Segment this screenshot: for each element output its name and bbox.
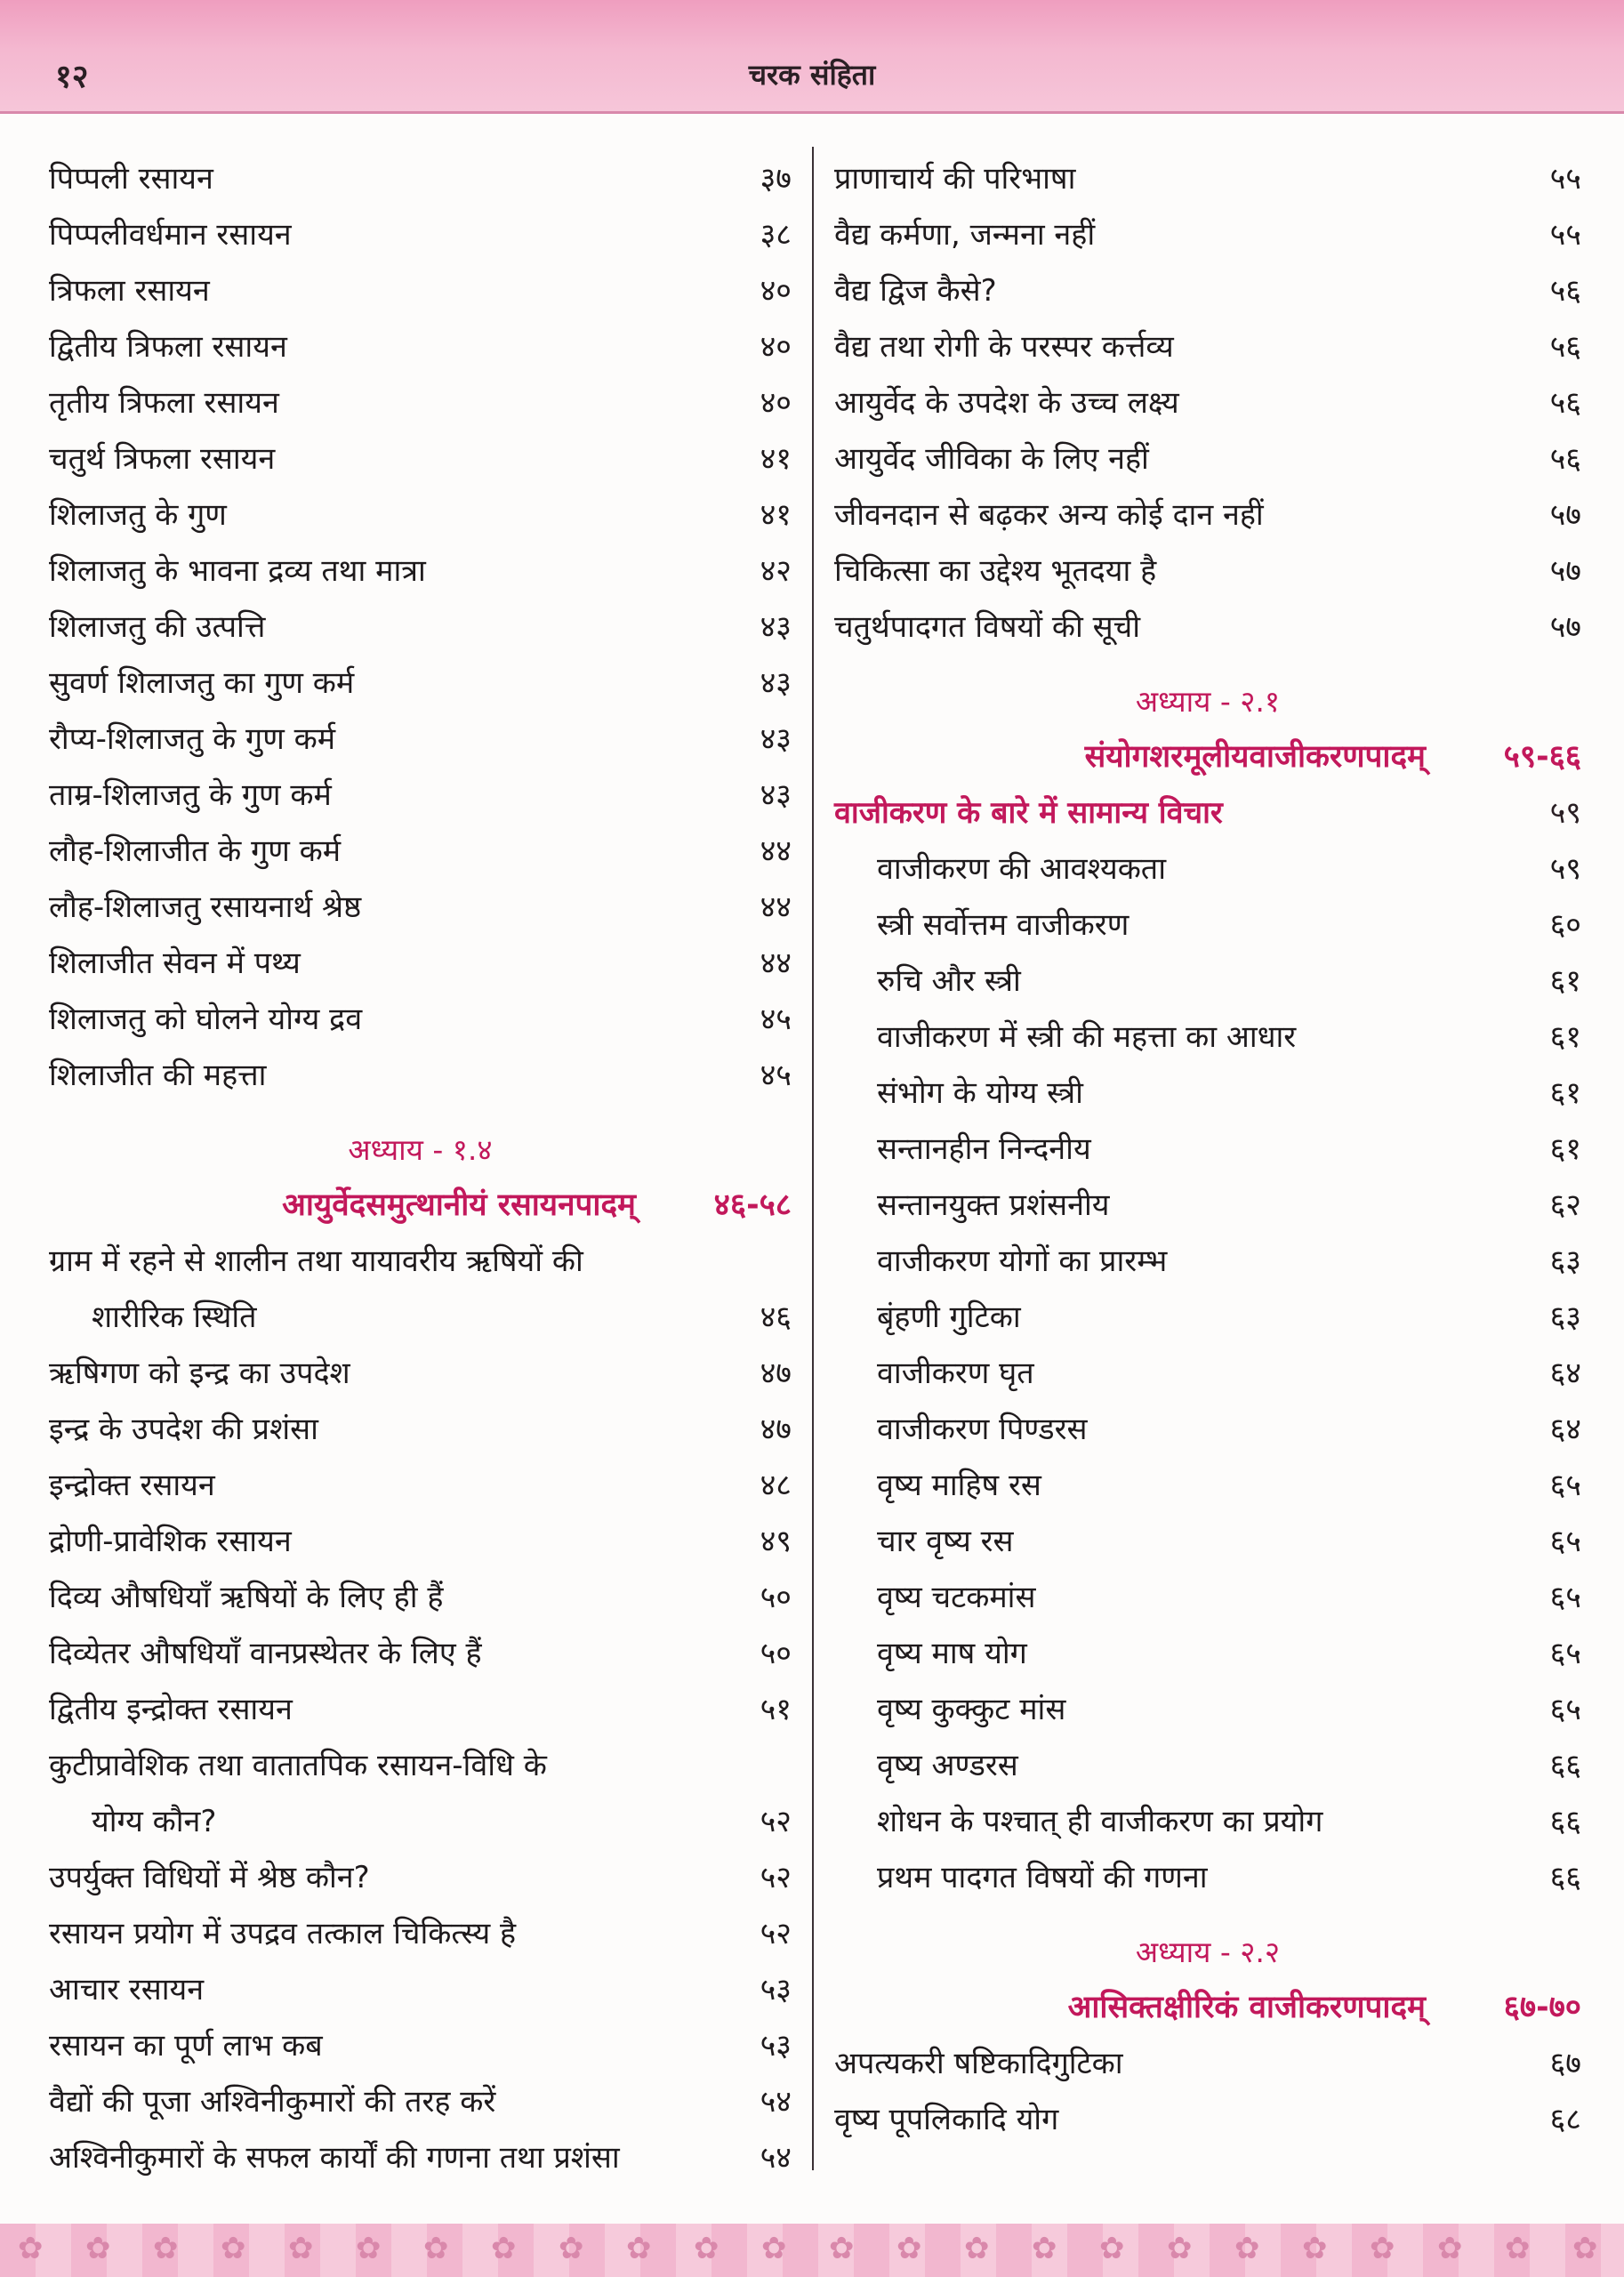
toc-entry[interactable]: [49, 2074, 792, 2130]
toc-entry-title-line1: कुटीप्रावेशिक तथा वातातपिक रसायन-विधि के: [49, 1748, 547, 1783]
column-divider: [812, 147, 814, 2170]
chapter-page-range: ५९-६६: [1503, 739, 1581, 775]
toc-entry-title-line2: योग्य कौन?: [92, 1804, 217, 1839]
toc-entry-title: शिलाजतु की उत्पत्ति: [49, 609, 266, 645]
toc-entry-page: ४४: [760, 833, 792, 869]
toc-entry-title: शिलाजतु के भावना द्रव्य तथा मात्रा: [49, 553, 426, 589]
toc-entry[interactable]: [834, 897, 1581, 953]
toc-entry[interactable]: [49, 431, 792, 487]
toc-entry[interactable]: [49, 824, 792, 880]
toc-entry-page: ४२: [760, 553, 792, 589]
flower-pattern-icon: ✿: [1437, 2231, 1463, 2266]
chapter-label: अध्याय - २.२: [1135, 1935, 1281, 1969]
toc-entry-page: ५२: [760, 1860, 792, 1895]
toc-entry-title: वृष्य अण्डरस: [877, 1748, 1018, 1783]
chapter-label: अध्याय - २.१: [1135, 684, 1281, 719]
toc-entry-page: ४१: [760, 497, 792, 533]
toc-list-right-sub: [834, 841, 1581, 1906]
toc-entry[interactable]: [49, 1048, 792, 1104]
toc-entry-title: वृष्य माष योग: [877, 1636, 1027, 1671]
toc-entry[interactable]: [834, 1010, 1581, 1066]
toc-entry[interactable]: [834, 207, 1581, 263]
toc-entry-title: शोधन के पश्चात् ही वाजीकरण का प्रयोग: [877, 1804, 1323, 1839]
toc-entry[interactable]: [834, 2092, 1581, 2148]
toc-entry-page: ५३: [760, 2028, 792, 2064]
book-title: चरक संहिता: [748, 58, 876, 92]
toc-entry-page: ४७: [760, 1356, 792, 1391]
toc-entry-page: ६४: [1549, 1412, 1581, 1447]
toc-entry[interactable]: [49, 487, 792, 543]
toc-entry-title: वाजीकरण में स्त्री की महत्ता का आधार: [877, 1019, 1297, 1055]
toc-entry-page: ४०: [760, 273, 792, 309]
toc-entry-page: ५९: [1549, 851, 1581, 887]
toc-entry-page: ६८: [1549, 2102, 1581, 2137]
toc-entry-page: ५७: [1549, 553, 1581, 589]
toc-entry[interactable]: [834, 1290, 1581, 1346]
toc-entry-title: चतुर्थपादगत विषयों की सूची: [834, 609, 1140, 645]
flower-pattern-icon: ✿: [1370, 2231, 1395, 2266]
toc-entry-title: इन्द्र के उपदेश की प्रशंसा: [49, 1412, 318, 1447]
toc-entry-page: ४३: [760, 777, 792, 813]
toc-entry-page: ४१: [760, 441, 792, 477]
flower-pattern-icon: ✿: [85, 2231, 111, 2266]
toc-entry[interactable]: [49, 1738, 792, 1850]
toc-entry-title: द्वितीय इन्द्रोक्त रसायन: [49, 1692, 293, 1727]
toc-entry-page: ४४: [760, 889, 792, 925]
toc-entry-title: आयुर्वेद के उपदेश के उच्च लक्ष्य: [834, 385, 1179, 421]
toc-entry-title: वृष्य पूपलिकादि योग: [834, 2102, 1059, 2137]
toc-entry-title: प्रथम पादगत विषयों की गणना: [877, 1860, 1208, 1895]
toc-list-left-mid: [49, 1346, 792, 1738]
toc-entry-page: ४३: [760, 665, 792, 701]
toc-entry-title: शिलाजतु के गुण: [49, 497, 227, 533]
toc-entry[interactable]: [834, 1850, 1581, 1906]
toc-entry[interactable]: [834, 1738, 1581, 1794]
toc-entry-page: ६४: [1549, 1356, 1581, 1391]
toc-entry-title: दिव्येतर औषधियाँ वानप्रस्थेतर के लिए हैं: [49, 1636, 482, 1671]
toc-entry-page: ५६: [1549, 329, 1581, 365]
toc-entry-page: ६५: [1549, 1692, 1581, 1727]
toc-entry-title: लौह-शिलाजतु रसायनार्थ श्रेष्ठ: [49, 889, 362, 925]
toc-entry-title: उपर्युक्त विधियों में श्रेष्ठ कौन?: [49, 1860, 370, 1895]
chapter-title-text: संयोगशरमूलीयवाजीकरणपादम्: [1084, 739, 1426, 775]
toc-entry[interactable]: [834, 2036, 1581, 2092]
toc-entry-title: वृष्य माहिष रस: [877, 1468, 1041, 1503]
toc-entry[interactable]: [834, 1122, 1581, 1178]
toc-entry-page: ४०: [760, 329, 792, 365]
toc-entry[interactable]: [834, 1794, 1581, 1850]
toc-entry-page: ४५: [760, 1058, 792, 1093]
toc-entry-page: ५६: [1549, 385, 1581, 421]
toc-entry[interactable]: [49, 2130, 792, 2186]
toc-entry[interactable]: [834, 1570, 1581, 1626]
toc-list-left-bottom: [49, 1850, 792, 2186]
toc-entry-title: वैद्य तथा रोगी के परस्पर कर्त्तव्य: [834, 329, 1174, 365]
toc-entry[interactable]: [834, 1346, 1581, 1402]
toc-entry[interactable]: [49, 1570, 792, 1626]
chapter-label: अध्याय - १.४: [348, 1132, 493, 1167]
toc-entry[interactable]: [49, 263, 792, 319]
toc-entry-title-line2: शारीरिक स्थिति: [92, 1299, 257, 1335]
toc-entry-title: पिप्पली रसायन: [49, 161, 213, 197]
toc-entry-page: ५१: [760, 1692, 792, 1727]
toc-entry[interactable]: [49, 1402, 792, 1458]
toc-entry[interactable]: [834, 1234, 1581, 1290]
toc-entry[interactable]: [49, 151, 792, 207]
toc-section-heading[interactable]: [834, 785, 1581, 841]
toc-entry[interactable]: [49, 1850, 792, 1906]
toc-entry-page: ३८: [760, 217, 792, 253]
toc-entry-title: इन्द्रोक्त रसायन: [49, 1468, 215, 1503]
toc-entry-page: ४७: [760, 1412, 792, 1447]
toc-entry-page: ५२: [760, 1804, 792, 1839]
toc-entry-page: ६६: [1549, 1860, 1581, 1895]
toc-entry-title: द्वितीय त्रिफला रसायन: [49, 329, 287, 365]
toc-entry[interactable]: [834, 1682, 1581, 1738]
flower-pattern-icon: ✿: [964, 2231, 990, 2266]
toc-entry-page: ५५: [1549, 161, 1581, 197]
flower-pattern-icon: ✿: [356, 2231, 382, 2266]
flower-pattern-icon: ✿: [1234, 2231, 1260, 2266]
toc-entry-title: रसायन का पूर्ण लाभ कब: [49, 2028, 323, 2064]
chapter-title[interactable]: [834, 1980, 1581, 2036]
flower-pattern-icon: ✿: [829, 2231, 855, 2266]
flower-pattern-icon: ✿: [288, 2231, 314, 2266]
toc-entry-title: शिलाजीत की महत्ता: [49, 1058, 267, 1093]
toc-entry-page: ६१: [1549, 1131, 1581, 1167]
chapter-title[interactable]: [834, 729, 1581, 785]
chapter-page-range: ४६-५८: [713, 1187, 792, 1223]
toc-entry-title: चिकित्सा का उद्देश्य भूतदया है: [834, 553, 1157, 589]
toc-entry[interactable]: [49, 768, 792, 824]
section-heading-page: ५९: [1549, 795, 1581, 831]
toc-entry[interactable]: [49, 207, 792, 263]
toc-entry[interactable]: [49, 2018, 792, 2074]
toc-entry[interactable]: [49, 1962, 792, 2018]
toc-entry[interactable]: [49, 543, 792, 599]
toc-entry[interactable]: [834, 1178, 1581, 1234]
toc-entry-page: ६३: [1549, 1243, 1581, 1279]
toc-entry[interactable]: [49, 880, 792, 936]
toc-entry-page: ५६: [1549, 441, 1581, 477]
flower-pattern-icon: ✿: [1505, 2231, 1531, 2266]
flower-pattern-icon: ✿: [423, 2231, 449, 2266]
toc-right-column: [834, 151, 1581, 2148]
flower-pattern-icon: ✿: [1032, 2231, 1057, 2266]
toc-entry-title: आयुर्वेद जीविका के लिए नहीं: [834, 441, 1149, 477]
toc-entry[interactable]: [834, 1402, 1581, 1458]
toc-entry[interactable]: [834, 953, 1581, 1010]
toc-entry-page: ४९: [760, 1524, 792, 1559]
toc-entry-page: ६३: [1549, 1299, 1581, 1335]
toc-entry-title: ऋषिगण को इन्द्र का उपदेश: [49, 1356, 350, 1391]
toc-entry-title: द्रोणी-प्रावेशिक रसायन: [49, 1524, 292, 1559]
toc-entry-title: पिप्पलीवर्धमान रसायन: [49, 217, 292, 253]
toc-entry[interactable]: [49, 656, 792, 712]
toc-entry-title: प्राणाचार्य की परिभाषा: [834, 161, 1076, 197]
toc-entry-title: वृष्य कुक्कुट मांस: [877, 1692, 1066, 1727]
toc-entry-page: ५४: [760, 2084, 792, 2120]
toc-entry-page: ६५: [1549, 1580, 1581, 1615]
toc-entry[interactable]: [834, 431, 1581, 487]
flower-pattern-icon: ✿: [491, 2231, 517, 2266]
toc-entry-page: ६६: [1549, 1748, 1581, 1783]
toc-entry-title: तृतीय त्रिफला रसायन: [49, 385, 279, 421]
toc-entry[interactable]: [834, 319, 1581, 375]
flower-pattern-icon: ✿: [626, 2231, 652, 2266]
chapter-title-text: आयुर्वेदसमुत्थानीयं रसायनपादम्: [282, 1187, 636, 1223]
toc-entry[interactable]: [49, 375, 792, 431]
toc-left-column: [49, 151, 792, 2186]
toc-entry-title: शिलाजतु को घोलने योग्य द्रव: [49, 1002, 363, 1037]
toc-entry[interactable]: [49, 1906, 792, 1962]
toc-entry-page: ५७: [1549, 609, 1581, 645]
flower-pattern-icon: ✿: [559, 2231, 584, 2266]
flower-pattern-icon: ✿: [1302, 2231, 1328, 2266]
toc-entry-page: ४५: [760, 1002, 792, 1037]
toc-entry-page: ५५: [1549, 217, 1581, 253]
toc-entry-page: ५४: [760, 2140, 792, 2176]
flower-pattern-icon: ✿: [694, 2231, 720, 2266]
toc-entry-title: बृंहणी गुटिका: [877, 1299, 1021, 1335]
toc-entry-title: वाजीकरण पिण्डरस: [877, 1412, 1088, 1447]
page-header: [0, 0, 1624, 114]
toc-entry[interactable]: [834, 543, 1581, 599]
toc-entry-title: रुचि और स्त्री: [877, 963, 1021, 999]
toc-entry[interactable]: [834, 1458, 1581, 1514]
section-heading-title: वाजीकरण के बारे में सामान्य विचार: [834, 795, 1223, 831]
toc-entry[interactable]: [834, 151, 1581, 207]
toc-entry-title: वाजीकरण घृत: [877, 1356, 1034, 1391]
toc-entry[interactable]: [834, 841, 1581, 897]
toc-entry-title: वाजीकरण की आवश्यकता: [877, 851, 1166, 887]
toc-entry-title: स्त्री सर्वोत्तम वाजीकरण: [877, 907, 1130, 943]
chapter-page-range: ६७-७०: [1503, 1990, 1581, 2025]
toc-entry-page: ४४: [760, 945, 792, 981]
toc-entry[interactable]: [49, 992, 792, 1048]
decorative-footer-band: [0, 2224, 1624, 2277]
toc-entry-title: ताम्र-शिलाजतु के गुण कर्म: [49, 777, 332, 813]
toc-list-left-top: [49, 151, 792, 1104]
chapter-title[interactable]: [49, 1178, 792, 1234]
toc-entry[interactable]: [49, 1514, 792, 1570]
toc-entry[interactable]: [834, 1066, 1581, 1122]
toc-entry-title: वाजीकरण योगों का प्रारम्भ: [877, 1243, 1168, 1279]
flower-pattern-icon: ✿: [221, 2231, 246, 2266]
toc-entry-page: ६१: [1549, 1019, 1581, 1055]
chapter-title-text: आसिक्तक्षीरिकं वाजीकरणपादम्: [1067, 1990, 1426, 2025]
toc-entry[interactable]: [49, 936, 792, 992]
flower-pattern-icon: ✿: [1099, 2231, 1125, 2266]
toc-entry-title: शिलाजीत सेवन में पथ्य: [49, 945, 301, 981]
toc-entry-title-line1: ग्राम में रहने से शालीन तथा यायावरीय ऋषियों की: [49, 1243, 583, 1279]
toc-entry-title: वैद्य द्विज कैसे?: [834, 273, 997, 309]
toc-entry[interactable]: [49, 712, 792, 768]
toc-entry-title: वैद्य कर्मणा, जन्मना नहीं: [834, 217, 1096, 253]
toc-list-right-end: [834, 2036, 1581, 2148]
flower-pattern-icon: ✿: [761, 2231, 787, 2266]
toc-entry-title: चतुर्थ त्रिफला रसायन: [49, 441, 276, 477]
toc-entry[interactable]: [49, 599, 792, 656]
toc-entry[interactable]: [834, 375, 1581, 431]
toc-entry-title: अपत्यकरी षष्टिकादिगुटिका: [834, 2046, 1123, 2081]
toc-entry-page: ६५: [1549, 1524, 1581, 1559]
page-number: १२: [55, 59, 89, 95]
toc-entry-page: ५७: [1549, 497, 1581, 533]
toc-entry-page: ३७: [760, 161, 792, 197]
toc-entry-page: ६७: [1549, 2046, 1581, 2081]
toc-entry[interactable]: [49, 1458, 792, 1514]
toc-entry-title: रौप्य-शिलाजतु के गुण कर्म: [49, 721, 336, 757]
toc-list-right-top: [834, 151, 1581, 656]
toc-entry-page: ६६: [1549, 1804, 1581, 1839]
toc-entry[interactable]: [834, 487, 1581, 543]
toc-entry-page: ५०: [760, 1636, 792, 1671]
toc-entry-page: ५२: [760, 1916, 792, 1951]
toc-entry[interactable]: [834, 263, 1581, 319]
toc-entry-page: ६५: [1549, 1636, 1581, 1671]
toc-entry-page: ४३: [760, 609, 792, 645]
flower-pattern-icon: ✿: [153, 2231, 179, 2266]
toc-entry-page: ४६: [760, 1299, 792, 1335]
toc-entry-title: अश्विनीकुमारों के सफल कार्यों की गणना तथा प्रशंसा: [49, 2140, 620, 2176]
toc-entry[interactable]: [834, 1514, 1581, 1570]
toc-entry-title: वैद्यों की पूजा अश्विनीकुमारों की तरह करें: [49, 2084, 496, 2120]
toc-entry-title: सन्तानहीन निन्दनीय: [877, 1131, 1091, 1167]
toc-entry[interactable]: [834, 599, 1581, 656]
toc-entry-page: ५०: [760, 1580, 792, 1615]
toc-entry-title: रसायन प्रयोग में उपद्रव तत्काल चिकित्स्य है: [49, 1916, 517, 1951]
toc-entry-title: दिव्य औषधियाँ ऋषियों के लिए ही हैं: [49, 1580, 444, 1615]
toc-entry[interactable]: [834, 1626, 1581, 1682]
flower-pattern-icon: ✿: [18, 2231, 44, 2266]
flower-pattern-icon: ✿: [1572, 2231, 1598, 2266]
toc-entry-page: ६५: [1549, 1468, 1581, 1503]
toc-entry-page: ५३: [760, 1972, 792, 2007]
toc-entry-page: ६२: [1549, 1187, 1581, 1223]
toc-entry[interactable]: [49, 319, 792, 375]
toc-entry-page: ५६: [1549, 273, 1581, 309]
toc-entry-title: लौह-शिलाजीत के गुण कर्म: [49, 833, 342, 869]
toc-entry-title: सन्तानयुक्त प्रशंसनीय: [877, 1187, 1110, 1223]
toc-entry-page: ४०: [760, 385, 792, 421]
toc-entry[interactable]: [49, 1346, 792, 1402]
toc-entry-page: ४८: [760, 1468, 792, 1503]
toc-entry-title: चार वृष्य रस: [877, 1524, 1014, 1559]
toc-entry-title: संभोग के योग्य स्त्री: [877, 1075, 1083, 1111]
toc-entry-title: सुवर्ण शिलाजतु का गुण कर्म: [49, 665, 355, 701]
toc-entry-page: ६१: [1549, 1075, 1581, 1111]
flower-pattern-icon: ✿: [1167, 2231, 1193, 2266]
toc-entry-title: त्रिफला रसायन: [49, 273, 210, 309]
toc-entry-title: जीवनदान से बढ़कर अन्य कोई दान नहीं: [834, 497, 1264, 533]
flower-pattern-icon: ✿: [896, 2231, 922, 2266]
toc-entry-page: ६०: [1549, 907, 1581, 943]
toc-entry[interactable]: [49, 1234, 792, 1346]
toc-entry-page: ६१: [1549, 963, 1581, 999]
toc-entry-title: आचार रसायन: [49, 1972, 205, 2007]
toc-entry-title: वृष्य चटकमांस: [877, 1580, 1036, 1615]
toc-entry[interactable]: [49, 1626, 792, 1682]
toc-entry[interactable]: [49, 1682, 792, 1738]
toc-entry-page: ४३: [760, 721, 792, 757]
